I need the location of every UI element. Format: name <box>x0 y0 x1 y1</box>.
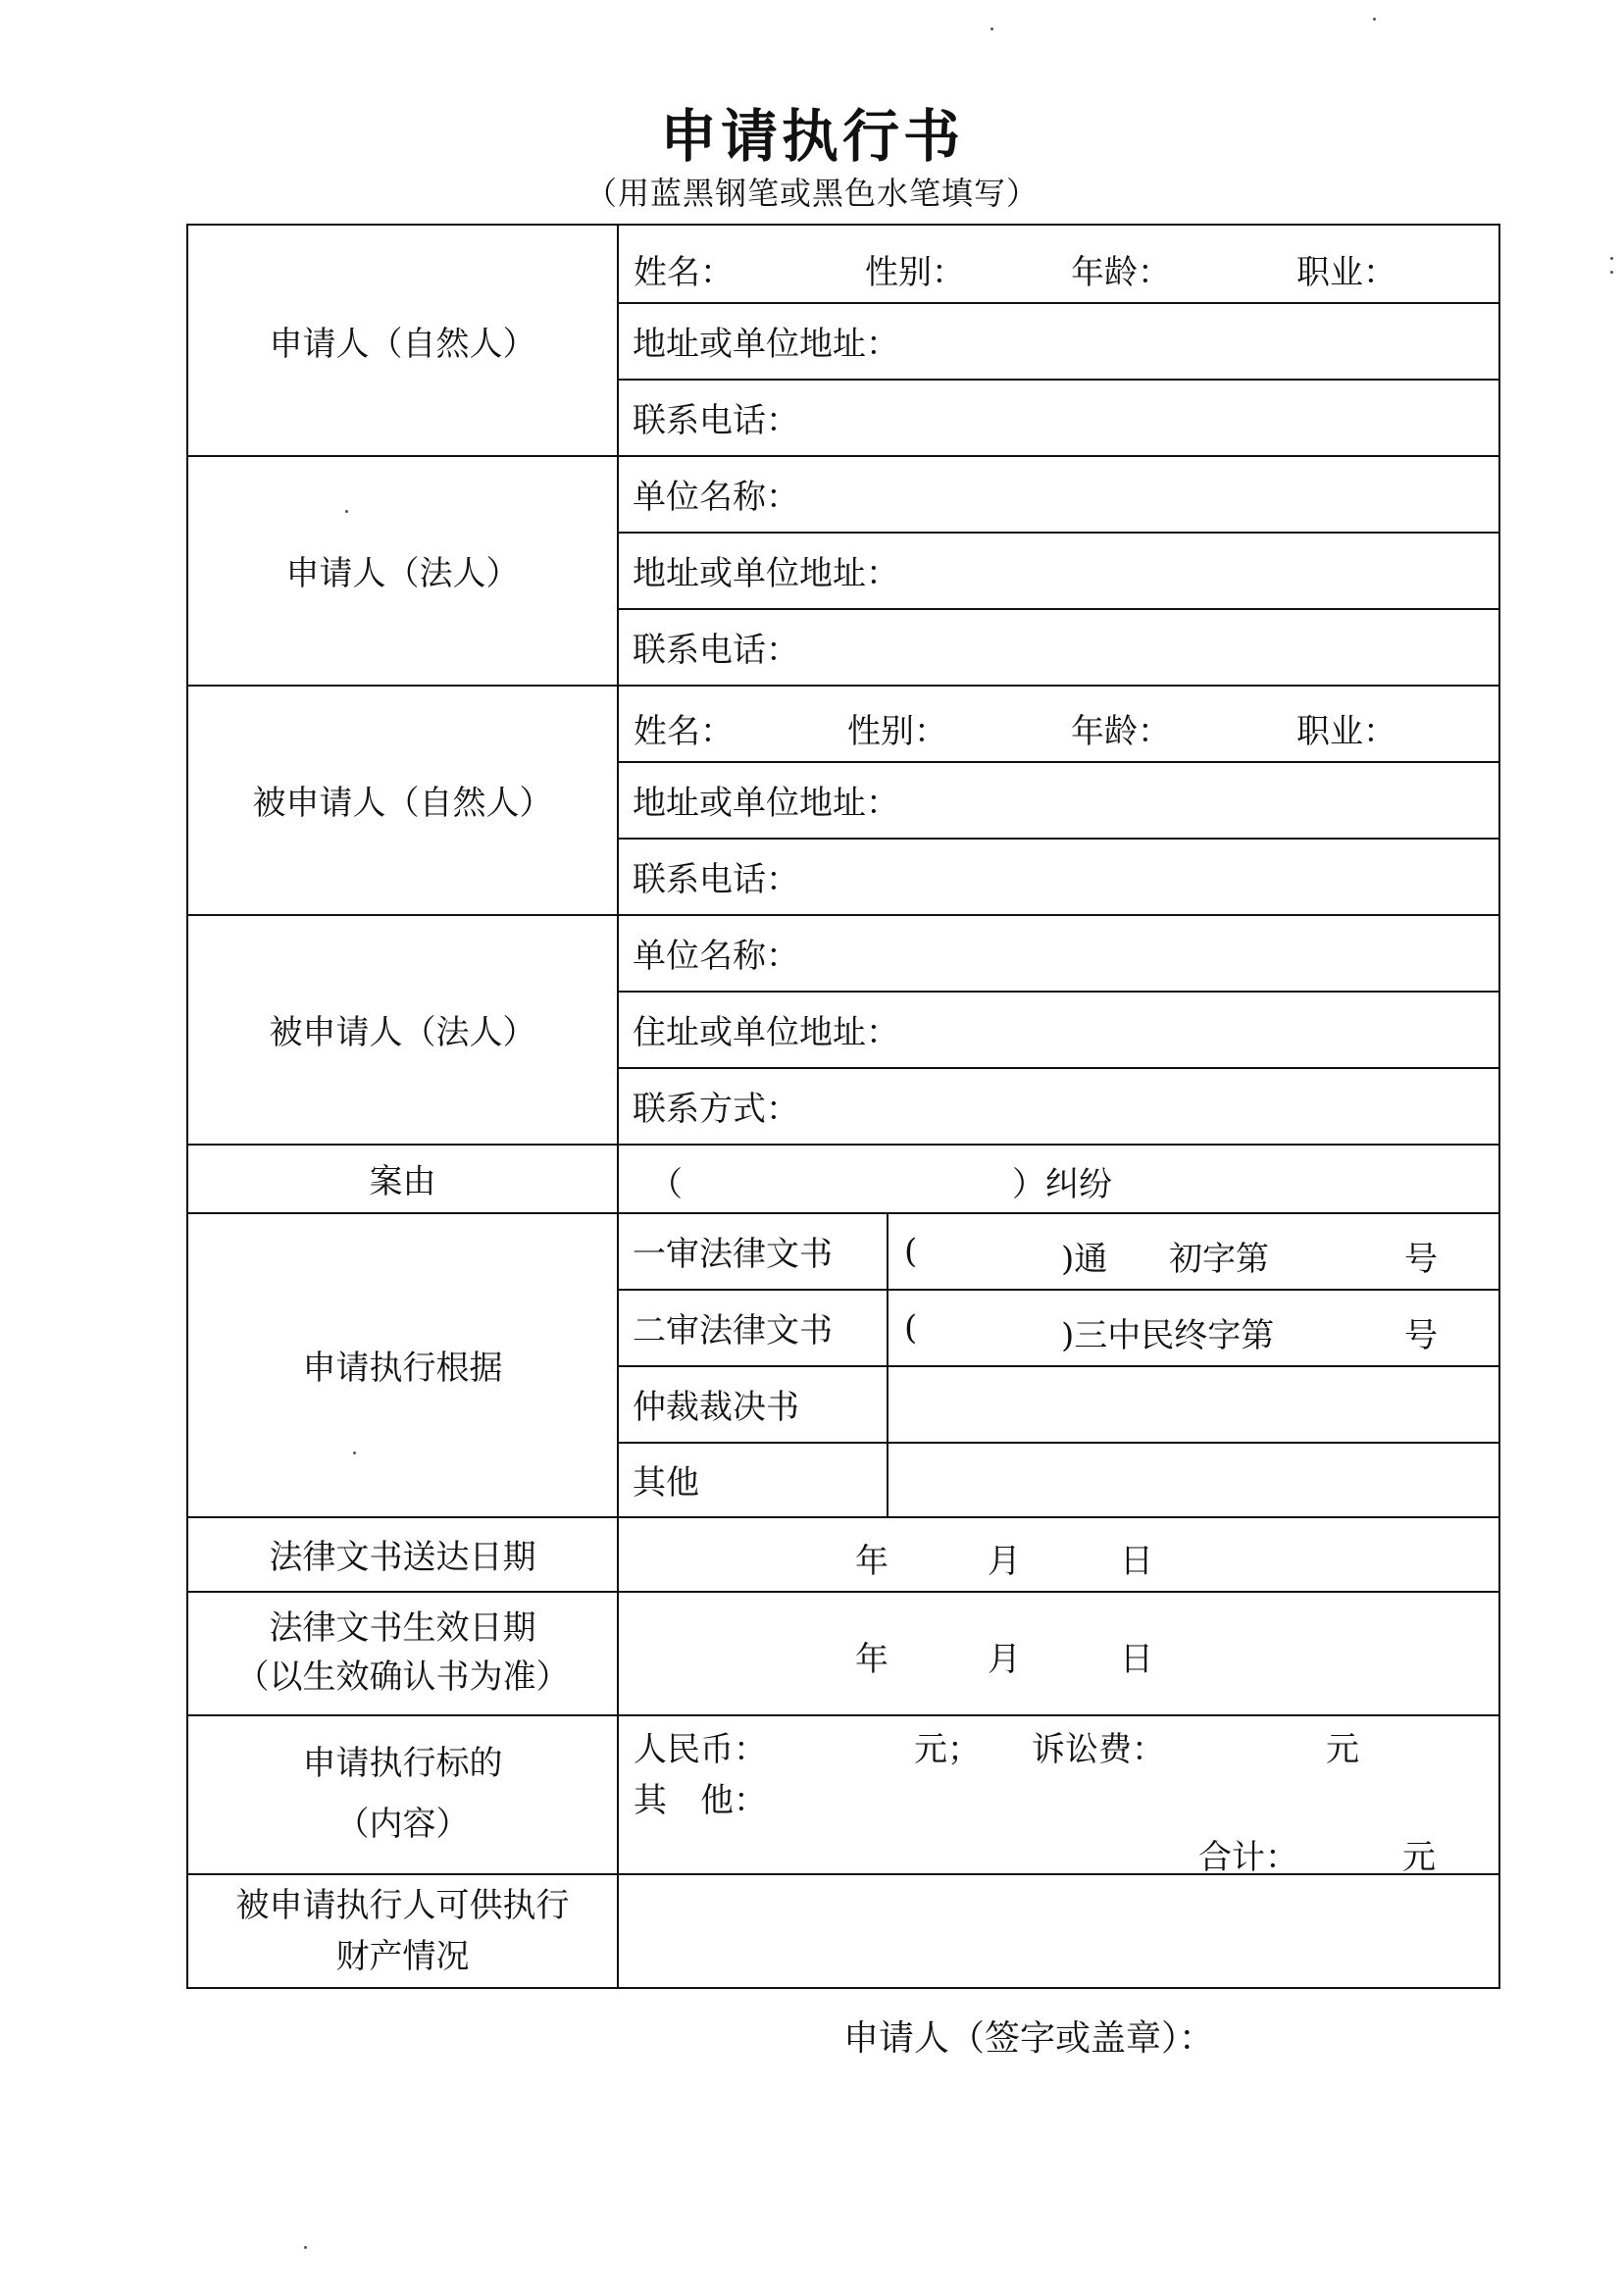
respondent-gender-field[interactable]: 性别： <box>847 712 947 751</box>
first-instance-hao: 号 <box>1404 1240 1438 1279</box>
signature-label: 申请人（签字或盖章）： <box>843 2018 1215 2059</box>
first-instance-mid: )通 <box>1061 1240 1108 1279</box>
respondent-legal-label: 被申请人（法人） <box>269 1012 536 1052</box>
applicant-phone-field[interactable]: 联系电话： <box>633 400 799 440</box>
other-basis-field[interactable] <box>888 1442 1498 1516</box>
respondent-occupation-field[interactable]: 职业： <box>1296 712 1396 751</box>
property-label-line1: 被申请执行人可供执行 <box>235 1886 570 1925</box>
property-label <box>188 1873 617 1989</box>
second-instance-label: 二审法律文书 <box>633 1310 833 1351</box>
rmb-amount-field[interactable]: 人民币： <box>634 1730 767 1769</box>
respondent-age-field[interactable]: 年龄： <box>1071 712 1171 751</box>
scan-speck <box>1610 271 1613 274</box>
applicant-legal-address-field[interactable]: 地址或单位地址： <box>633 553 899 593</box>
second-instance-paren: ( <box>904 1308 918 1348</box>
applicant-age-field[interactable]: 年龄： <box>1071 253 1171 292</box>
effective-date-year: 年 <box>855 1640 888 1679</box>
arbitration-field[interactable] <box>888 1365 1498 1442</box>
application-form <box>186 224 1500 1989</box>
scan-speck <box>304 2246 307 2249</box>
service-date-year: 年 <box>855 1542 888 1581</box>
case-cause-suffix: ）纠纷 <box>1012 1165 1112 1204</box>
applicant-occupation-field[interactable]: 职业： <box>1296 253 1396 292</box>
applicant-legal-phone-field[interactable]: 联系电话： <box>633 630 799 670</box>
respondent-address-field[interactable]: 地址或单位地址： <box>633 783 899 823</box>
document-subtitle: （用蓝黑钢笔或黑色水笔填写） <box>584 175 1039 212</box>
applicant-name-field[interactable]: 姓名： <box>634 253 734 292</box>
case-cause-open-paren: （ <box>649 1165 683 1204</box>
scan-speck <box>1610 257 1613 260</box>
total-field[interactable]: 合计： <box>1198 1838 1298 1877</box>
applicant-unit-name-field[interactable]: 单位名称： <box>633 477 799 517</box>
effective-date-label-line2: （以生效确认书为准） <box>235 1657 570 1697</box>
applicant-legal-label: 申请人（法人） <box>285 553 520 593</box>
second-instance-mid: )三中民终字第 <box>1061 1316 1275 1355</box>
scan-speck <box>1373 18 1376 21</box>
respondent-legal-address-field[interactable]: 住址或单位地址： <box>633 1012 899 1052</box>
other-subject-field[interactable]: 其 他： <box>634 1781 767 1820</box>
rmb-yuan: 元； <box>914 1730 981 1769</box>
basis-label: 申请执行根据 <box>302 1348 503 1388</box>
respondent-natural-label: 被申请人（自然人） <box>252 783 553 823</box>
case-cause-label: 案由 <box>369 1161 436 1201</box>
applicant-gender-field[interactable]: 性别： <box>865 253 965 292</box>
scan-speck <box>990 27 993 30</box>
respondent-phone-field[interactable]: 联系电话： <box>633 859 799 899</box>
document-title: 申请执行书 <box>659 103 964 170</box>
subject-label-line2: （内容） <box>335 1805 470 1844</box>
scan-speck <box>353 1452 356 1454</box>
effective-date-day: 日 <box>1120 1640 1153 1679</box>
respondent-unit-name-field[interactable]: 单位名称： <box>633 936 799 976</box>
first-instance-num: 初字第 <box>1169 1240 1269 1279</box>
service-date-label: 法律文书送达日期 <box>269 1537 536 1577</box>
fee-yuan: 元 <box>1326 1730 1359 1769</box>
second-instance-hao: 号 <box>1404 1316 1438 1355</box>
litigation-fee-field[interactable]: 诉讼费： <box>1032 1730 1165 1769</box>
first-instance-label: 一审法律文书 <box>633 1234 833 1274</box>
property-label-line2: 财产情况 <box>335 1937 470 1976</box>
effective-date-month: 月 <box>988 1640 1021 1679</box>
service-date-month: 月 <box>988 1542 1021 1581</box>
scan-speck <box>345 510 348 513</box>
applicant-natural-label: 申请人（自然人） <box>269 324 536 364</box>
applicant-address-field[interactable]: 地址或单位地址： <box>633 324 899 364</box>
subject-label <box>188 1714 617 1873</box>
property-field[interactable] <box>619 1875 1498 1989</box>
respondent-name-field[interactable]: 姓名： <box>634 712 734 751</box>
arbitration-label: 仲裁裁决书 <box>633 1387 799 1427</box>
total-yuan: 元 <box>1402 1838 1436 1877</box>
other-basis-label: 其他 <box>633 1462 699 1503</box>
effective-date-label-line1: 法律文书生效日期 <box>269 1608 536 1648</box>
service-date-day: 日 <box>1120 1542 1153 1581</box>
respondent-contact-field[interactable]: 联系方式： <box>633 1089 799 1129</box>
subject-label-line1: 申请执行标的 <box>302 1744 503 1783</box>
first-instance-paren: ( <box>904 1232 918 1271</box>
effective-date-label <box>188 1591 617 1714</box>
